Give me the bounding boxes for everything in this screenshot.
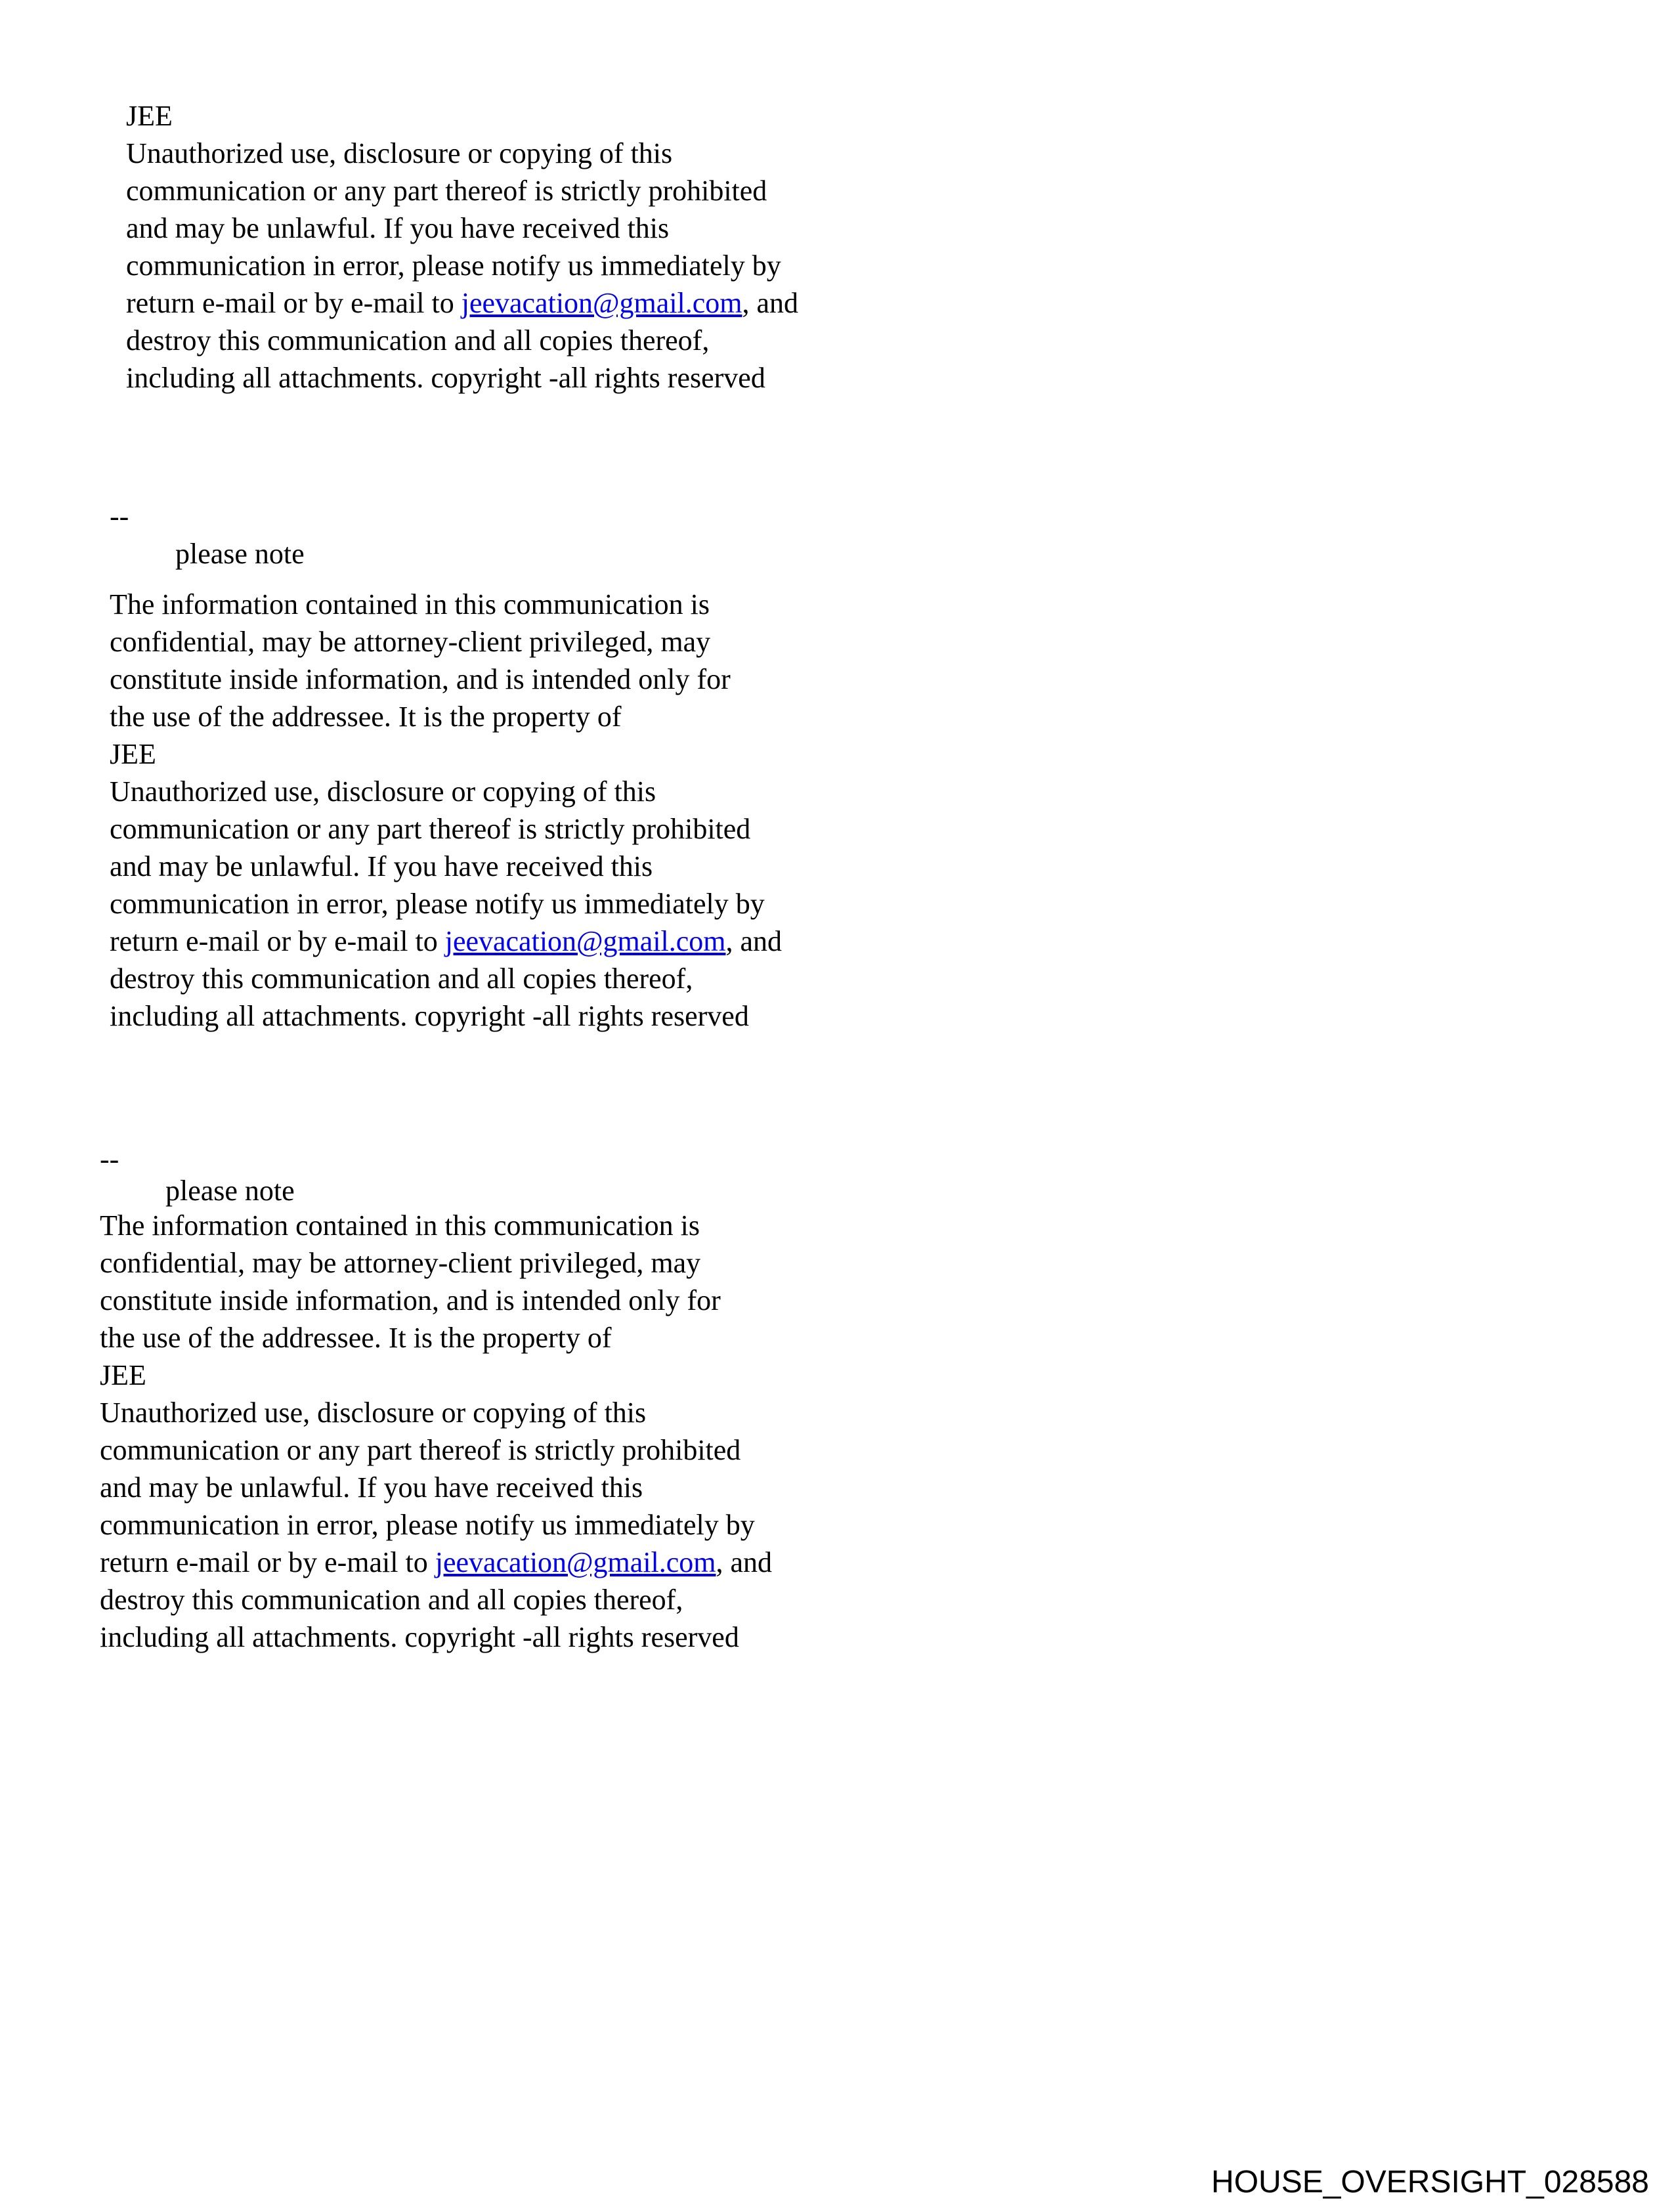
email-line-suffix: , and (742, 287, 799, 319)
disclaimer-block-2 (110, 498, 782, 1035)
disclaimer-line: constitute inside information, and is intended only for (100, 1284, 721, 1316)
disclaimer-line: including all attachments. copyright -all rights reserved (100, 1621, 739, 1653)
disclaimer-line: communication or any part thereof is strictly prohibited (126, 175, 767, 207)
disclaimer-line: and may be unlawful. If you have received this (110, 850, 653, 882)
please-note-label: please note (165, 1175, 295, 1207)
disclaimer-line: and may be unlawful. If you have received this (100, 1471, 643, 1504)
disclaimer-line: including all attachments. copyright -all rights reserved (110, 1000, 749, 1032)
disclaimer-line: the use of the addressee. It is the property of (100, 1322, 612, 1354)
disclaimer-line: communication or any part thereof is strictly prohibited (100, 1434, 741, 1466)
disclaimer-line: communication in error, please notify us immediately by (126, 249, 781, 282)
disclaimer-line: Unauthorized use, disclosure or copying of this (126, 137, 673, 169)
disclaimer-line: communication in error, please notify us immediately by (100, 1509, 755, 1541)
email-line-prefix: return e-mail or by e-mail to (110, 925, 445, 957)
disclaimer-line: JEE (126, 100, 173, 132)
disclaimer-line: The information contained in this communication is (100, 1209, 700, 1242)
email-line-prefix: return e-mail or by e-mail to (126, 287, 461, 319)
email-line-prefix: return e-mail or by e-mail to (100, 1546, 435, 1578)
disclaimer-email-line (126, 284, 798, 322)
signature-separator: -- (100, 1143, 119, 1175)
disclaimer-line: destroy this communication and all copies thereof, (126, 324, 710, 357)
disclaimer-line: Unauthorized use, disclosure or copying of this (110, 775, 656, 808)
disclaimer-line: including all attachments. copyright -all rights reserved (126, 362, 765, 394)
bates-stamp: HOUSE_OVERSIGHT_028588 (1211, 2165, 1649, 2200)
disclaimer-line: communication or any part thereof is strictly prohibited (110, 813, 751, 845)
disclaimer-line: JEE (110, 738, 156, 770)
disclaimer-line: the use of the addressee. It is the property of (110, 701, 622, 733)
disclaimer-line: communication in error, please notify us immediately by (110, 888, 765, 920)
disclaimer-line: destroy this communication and all copies thereof, (100, 1584, 683, 1616)
disclaimer-email-line (100, 1544, 772, 1581)
email-line-suffix: , and (716, 1546, 773, 1578)
disclaimer-line: destroy this communication and all copies thereof, (110, 963, 693, 995)
email-link[interactable]: jeevacation@gmail.com (435, 1546, 716, 1578)
disclaimer-line: confidential, may be attorney-client privileged, may (100, 1247, 701, 1279)
disclaimer-line: JEE (100, 1359, 146, 1391)
signature-separator: -- (110, 500, 129, 532)
email-link[interactable]: jeevacation@gmail.com (461, 287, 742, 319)
disclaimer-paragraph (110, 586, 782, 1035)
disclaimer-email-line (110, 922, 782, 960)
email-link[interactable]: jeevacation@gmail.com (444, 925, 726, 957)
disclaimer-paragraph (100, 1207, 772, 1656)
disclaimer-line: The information contained in this communication is (110, 588, 710, 620)
disclaimer-line: and may be unlawful. If you have received this (126, 212, 670, 244)
disclaimer-line: confidential, may be attorney-client privileged, may (110, 626, 711, 658)
disclaimer-line: constitute inside information, and is intended only for (110, 663, 731, 695)
disclaimer-block-3 (100, 1144, 772, 1656)
disclaimer-block-1 (126, 97, 798, 397)
please-note-label: please note (175, 538, 305, 570)
disclaimer-line: Unauthorized use, disclosure or copying of this (100, 1397, 647, 1429)
email-line-suffix: , and (725, 925, 783, 957)
